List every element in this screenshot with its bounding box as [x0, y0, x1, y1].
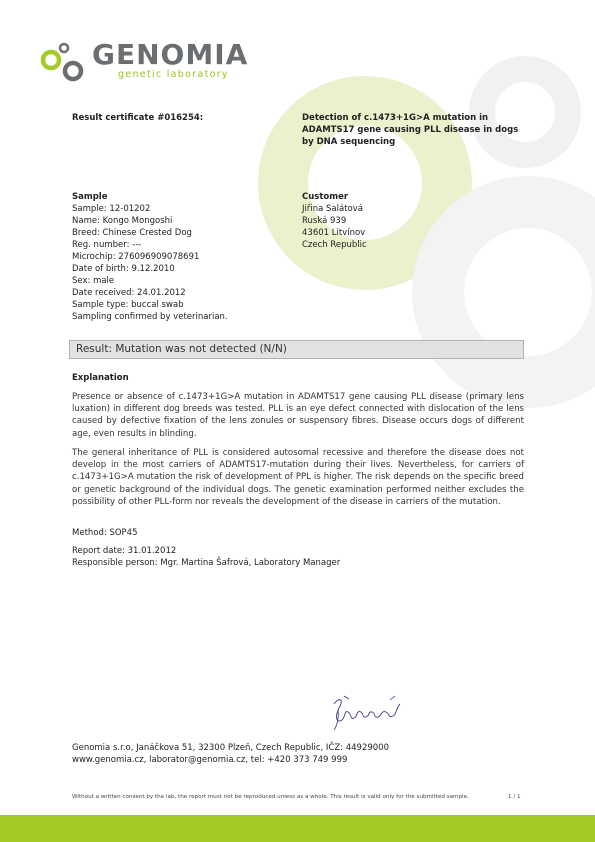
- sample-line: Date received: 24.01.2012: [72, 288, 186, 298]
- sample-line: Date of birth: 9.12.2010: [72, 264, 175, 274]
- sample-details: [72, 203, 228, 323]
- customer-line: Czech Republic: [302, 240, 367, 250]
- sample-line: Reg. number: ---: [72, 240, 142, 250]
- customer-heading: Customer: [302, 192, 349, 202]
- footer-address: Genomia s.r.o, Janáčkova 51, 32300 Plzeň, Czech Republic, IČZ: 44929000: [72, 743, 389, 753]
- responsible-person: Responsible person: Mgr. Martina Šafrová, Laboratory Manager: [72, 558, 341, 568]
- customer-line: 43601 Litvínov: [302, 228, 366, 238]
- genomia-logo-icon: [40, 40, 90, 85]
- brand-name: GENOMIA: [92, 38, 249, 71]
- sample-heading: Sample: [72, 192, 108, 202]
- result-text: Result: Mutation was not detected (N/N): [76, 343, 287, 355]
- certificate-title: [302, 112, 517, 148]
- certificate-title-line: ADAMTS17 gene causing PLL disease in dogs: [302, 125, 519, 135]
- certificate-number: Result certificate #016254:: [72, 113, 204, 123]
- method-text: Method: SOP45: [72, 528, 138, 538]
- sample-line: Name: Kongo Mongoshi: [72, 216, 173, 226]
- sample-line: Breed: Chinese Crested Dog: [72, 228, 192, 238]
- explanation-paragraph: The general inheritance of PLL is considered autosomal recessive and therefore the disease does not develop in the most carriers of ADAMTS17-mutation during their lives. Nevertheless, for carriers of c.1473+1G>A mutation the risk of development of PPL is higher. The risk depends on the specific breed or genetic background of the individual dogs. The genetic examination performed neither excludes the possibility of other PLL-form nor reveals the development of the disease in carriers of the mutation.: [72, 448, 524, 507]
- explanation-paragraph: Presence or absence of c.1473+1G>A mutation in ADAMTS17 gene causing PLL disease (primary lens luxation) in different dog breeds was tested. PLL is an eye defect connected with dislocation of the lens caused by defective fixation of the lens zonules or suspensory fibres. Disease occurs dogs of different age, even results in blinding.: [72, 392, 524, 439]
- sample-line: Sample type: buccal swab: [72, 300, 184, 310]
- signature-image: [326, 690, 406, 732]
- sample-line: Sex: male: [72, 276, 115, 286]
- sample-line: Microchip: 276096909078691: [72, 252, 200, 262]
- explanation-heading: Explanation: [72, 373, 129, 383]
- result-box: [69, 340, 524, 359]
- sample-line: Sampling confirmed by veterinarian.: [72, 312, 228, 322]
- page-number: 1 / 1: [508, 794, 521, 800]
- brand-subtitle: genetic laboratory: [118, 69, 229, 80]
- certificate-title-line: by DNA sequencing: [302, 137, 396, 147]
- footer-contact: www.genomia.cz, laborator@genomia.cz, tel: +420 373 749 999: [72, 755, 348, 765]
- customer-details: [302, 203, 367, 251]
- footer-color-bar: [0, 815, 595, 842]
- customer-line: Jiřina Salátová: [302, 204, 363, 214]
- certificate-title-line: Detection of c.1473+1G>A mutation in: [302, 113, 489, 123]
- report-date: Report date: 31.01.2012: [72, 546, 177, 556]
- customer-line: Ruská 939: [302, 216, 347, 226]
- footer-disclaimer: Without a written consent by the lab, the report must not be reproduced unless as a whole. This result is valid only for the submitted sample.: [72, 794, 469, 800]
- sample-line: Sample: 12-01202: [72, 204, 151, 214]
